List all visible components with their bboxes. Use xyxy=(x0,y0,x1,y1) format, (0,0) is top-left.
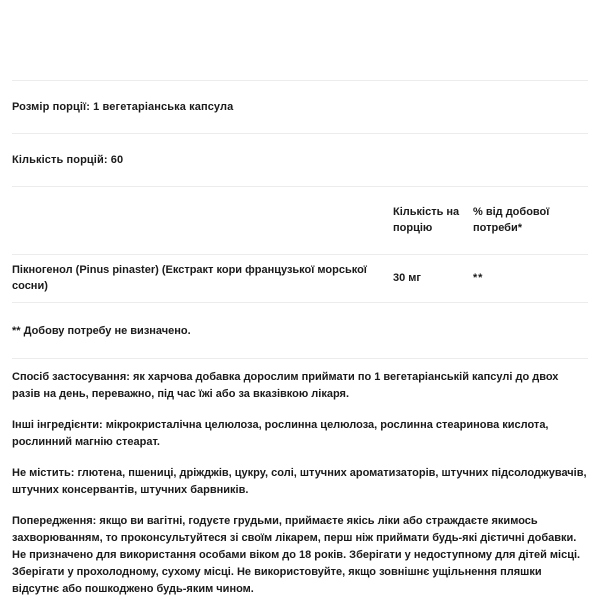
top-spacer xyxy=(12,0,588,80)
column-header-daily-value-label: % від добової потреби* xyxy=(473,205,550,234)
facts-table-head xyxy=(12,187,600,254)
column-header-daily-value xyxy=(473,187,600,254)
supplement-facts-table xyxy=(12,187,600,254)
ingredient-amount: 30 мг xyxy=(393,271,422,284)
directions-paragraph: Спосіб застосування: як харчова добавка дорослим приймати по 1 вегетаріанській капсулі до двох разів на день, переважно, під час їжі або за вказівкою лікаря. xyxy=(12,371,559,401)
ingredient-name: Пікногенол (Pinus pinaster) (Екстракт кори французької морської сосни) xyxy=(12,264,367,292)
supplement-facts-table-body xyxy=(12,255,600,302)
serving-size-text: Розмір порції: 1 вегетаріанська капсула xyxy=(12,101,234,113)
free-from-paragraph: Не містить: глютена, пшениці, дріжджів, цукру, солі, штучних ароматизаторів, штучних підсолоджувачів, штучних консервантів, штучних барвників. xyxy=(12,467,587,497)
column-header-amount-per-serving-label: Кількість на порцію xyxy=(393,205,460,234)
servings-per-container-text: Кількість порцій: 60 xyxy=(12,154,124,166)
other-ingredients-paragraph: Інші інгредієнти: мікрокристалічна целюлоза, рослинна целюлоза, рослинна стеаринова кислота, рослинний магнію стеарат. xyxy=(12,419,549,449)
serving-size-row xyxy=(12,81,588,133)
column-header-amount-per-serving xyxy=(393,187,473,254)
daily-value-footnote-text: ** Добову потребу не визначено. xyxy=(12,324,191,337)
facts-table-header-row xyxy=(12,187,600,254)
column-header-nutrient xyxy=(12,187,393,254)
servings-per-container-row xyxy=(12,134,588,186)
daily-value-footnote xyxy=(12,303,588,358)
warning-paragraph: Попередження: якщо ви вагітні, годуєте грудьми, приймаєте якісь ліки або страждаєте якимось захворюванням, то проконсультуйтеся зі своїм лікарем, перш ніж приймати будь-які дієтичні добавки. Не призначено для використання особами віком до 18 років. Зберігати у недоступному для дітей місці. Зберігати у прохолодному, сухому місці. Не використовуйте, якщо зовнішнє ущільнення пляшки відсутнє або пошкоджено будь-яким чином. xyxy=(12,515,581,596)
table-row xyxy=(12,255,600,302)
body-copy xyxy=(12,359,588,599)
ingredient-daily-value: ** xyxy=(473,271,484,284)
